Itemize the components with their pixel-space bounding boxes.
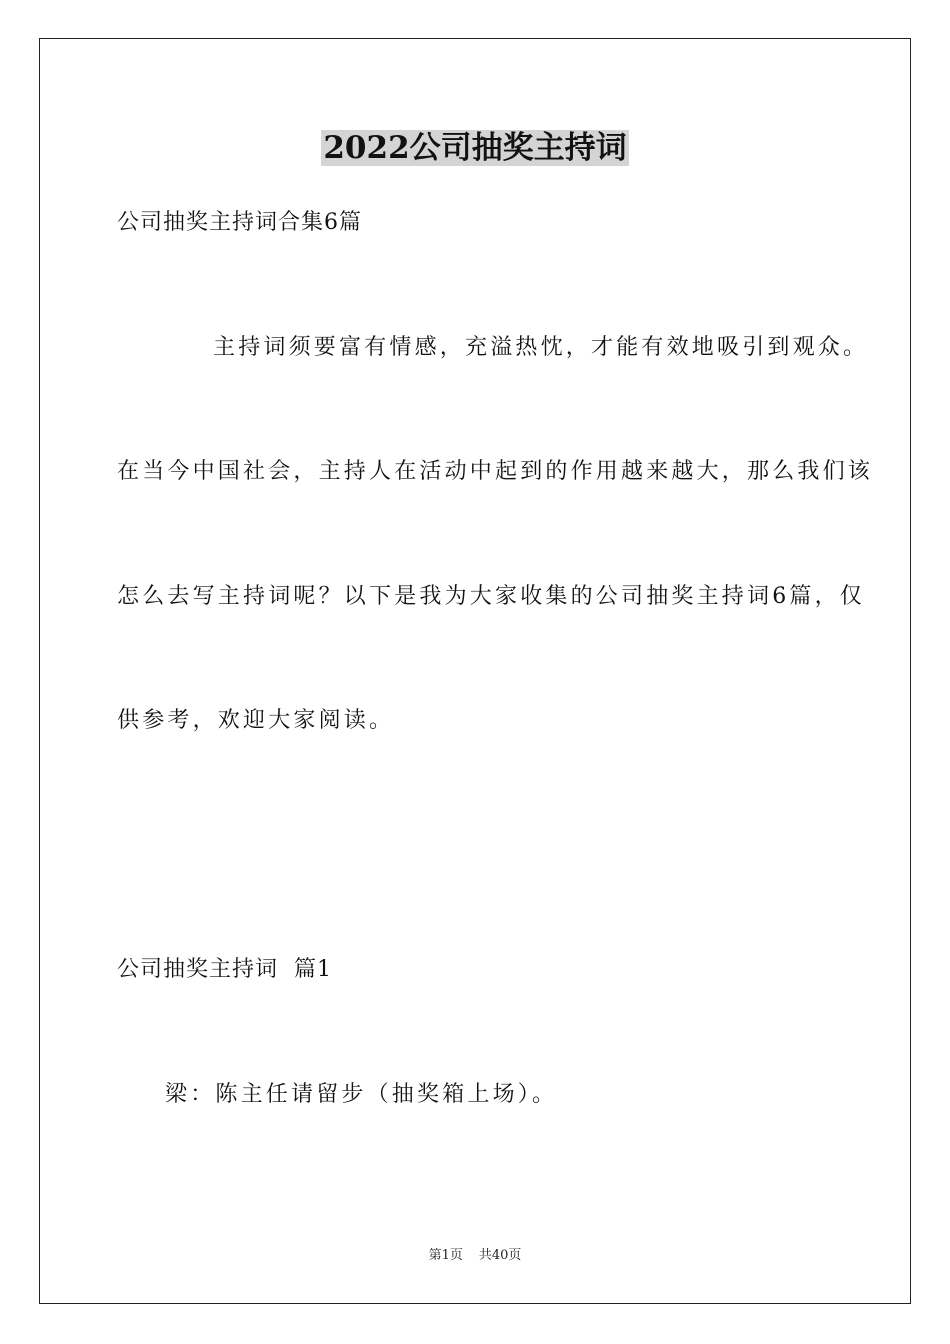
paragraph-line-3: 怎么去写主持词呢？以下是我为大家收集的公司抽奖主持词6篇，仅 bbox=[117, 584, 865, 609]
page-number: 第1页 bbox=[428, 1248, 463, 1263]
page-total: 共40页 bbox=[478, 1248, 522, 1263]
paragraph-line-2: 在当今中国社会，主持人在活动中起到的作用越来越大，那么我们该 bbox=[117, 459, 874, 484]
document-title bbox=[0, 128, 950, 168]
paragraph-line-1: 主持词须要富有情感，充溢热忱，才能有效地吸引到观众。 bbox=[213, 335, 869, 360]
document-title-text: 2022公司抽奖主持词 bbox=[323, 130, 627, 166]
page-footer bbox=[0, 1247, 950, 1265]
section-heading: 公司抽奖主持词 篇1 bbox=[117, 957, 332, 982]
section-line: 梁：陈主任请留步（抽奖箱上场）。 bbox=[165, 1082, 558, 1107]
paragraph-line-4: 供参考，欢迎大家阅读。 bbox=[117, 708, 395, 733]
document-subtitle: 公司抽奖主持词合集6篇 bbox=[117, 210, 362, 235]
